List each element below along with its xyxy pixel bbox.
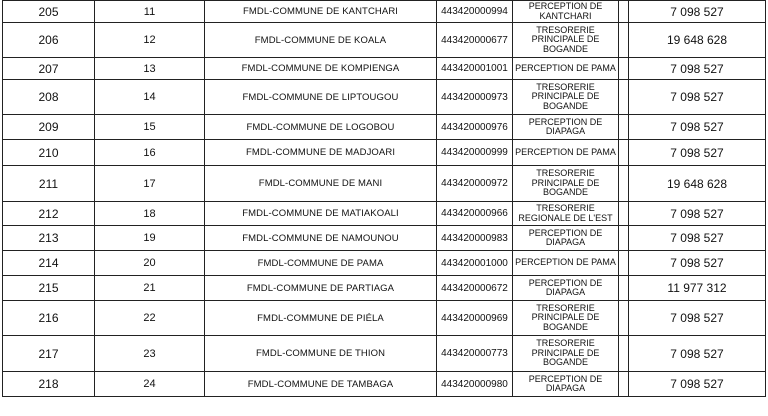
commune-name: FMDL-COMMUNE DE MATIAKOALI	[205, 202, 437, 226]
account-number: 443420000672	[437, 276, 513, 301]
allocation-table-sheet	[2, 0, 765, 397]
amount: 11 977 312	[629, 276, 766, 301]
row-number: 209	[3, 115, 95, 140]
spacer-cell	[619, 166, 629, 202]
commune-name: FMDL-COMMUNE DE PIÉLA	[205, 301, 437, 336]
amount: 7 098 527	[629, 58, 766, 80]
treasury-office: PERCEPTION DE DIAPAGA	[513, 115, 619, 140]
row-index: 21	[95, 276, 205, 301]
amount: 7 098 527	[629, 372, 766, 397]
treasury-office: PERCEPTION DE PAMA	[513, 58, 619, 80]
treasury-office: PERCEPTION DE DIAPAGA	[513, 226, 619, 251]
commune-name: FMDL-COMMUNE DE THION	[205, 336, 437, 372]
amount: 7 098 527	[629, 80, 766, 115]
row-index: 20	[95, 251, 205, 276]
treasury-office: TRESORERIE PRINCIPALE DE BOGANDE	[513, 23, 619, 58]
spacer-cell	[619, 202, 629, 226]
amount: 19 648 628	[629, 23, 766, 58]
row-number: 216	[3, 301, 95, 336]
row-number: 215	[3, 276, 95, 301]
table-row	[3, 140, 766, 166]
amount: 7 098 527	[629, 140, 766, 166]
row-index: 19	[95, 226, 205, 251]
row-index: 18	[95, 202, 205, 226]
account-number: 443420000976	[437, 115, 513, 140]
spacer-cell	[619, 372, 629, 397]
account-number: 443420000677	[437, 23, 513, 58]
spacer-cell	[619, 140, 629, 166]
commune-name: FMDL-COMMUNE DE MADJOARI	[205, 140, 437, 166]
table-row	[3, 251, 766, 276]
row-index: 24	[95, 372, 205, 397]
spacer-cell	[619, 336, 629, 372]
row-number: 210	[3, 140, 95, 166]
row-index: 23	[95, 336, 205, 372]
treasury-office: PERCEPTION DE PAMA	[513, 251, 619, 276]
treasury-office: TRESORERIE PRINCIPALE DE BOGANDE	[513, 80, 619, 115]
row-number: 207	[3, 58, 95, 80]
spacer-cell	[619, 1, 629, 23]
row-number: 217	[3, 336, 95, 372]
table-row	[3, 336, 766, 372]
table-row	[3, 166, 766, 202]
account-number: 443420000773	[437, 336, 513, 372]
row-index: 22	[95, 301, 205, 336]
table-row	[3, 115, 766, 140]
commune-name: FMDL-COMMUNE DE TAMBAGA	[205, 372, 437, 397]
row-number: 211	[3, 166, 95, 202]
table-row	[3, 202, 766, 226]
amount: 7 098 527	[629, 251, 766, 276]
row-index: 12	[95, 23, 205, 58]
amount: 7 098 527	[629, 336, 766, 372]
treasury-office: TRESORERIE REGIONALE DE L'EST	[513, 202, 619, 226]
row-index: 17	[95, 166, 205, 202]
row-number: 208	[3, 80, 95, 115]
account-number: 443420001000	[437, 251, 513, 276]
row-index: 16	[95, 140, 205, 166]
commune-name: FMDL-COMMUNE DE MANI	[205, 166, 437, 202]
commune-name: FMDL-COMMUNE DE KOALA	[205, 23, 437, 58]
table-row	[3, 276, 766, 301]
commune-name: FMDL-COMMUNE DE LOGOBOU	[205, 115, 437, 140]
account-number: 443420000999	[437, 140, 513, 166]
amount: 7 098 527	[629, 202, 766, 226]
row-number: 218	[3, 372, 95, 397]
spacer-cell	[619, 251, 629, 276]
treasury-office: PERCEPTION DE PAMA	[513, 140, 619, 166]
spacer-cell	[619, 58, 629, 80]
treasury-office: PERCEPTION DE DIAPAGA	[513, 276, 619, 301]
treasury-office: PERCEPTION DE DIAPAGA	[513, 372, 619, 397]
commune-name: FMDL-COMMUNE DE LIPTOUGOU	[205, 80, 437, 115]
account-number: 443420000966	[437, 202, 513, 226]
row-number: 213	[3, 226, 95, 251]
account-number: 443420000983	[437, 226, 513, 251]
row-index: 14	[95, 80, 205, 115]
table-row	[3, 301, 766, 336]
allocation-table	[2, 0, 766, 397]
spacer-cell	[619, 23, 629, 58]
row-number: 212	[3, 202, 95, 226]
table-row	[3, 226, 766, 251]
commune-name: FMDL-COMMUNE DE PARTIAGA	[205, 276, 437, 301]
table-row	[3, 58, 766, 80]
table-row	[3, 80, 766, 115]
treasury-office: TRESORERIE PRINCIPALE DE BOGANDE	[513, 166, 619, 202]
account-number: 443420001001	[437, 58, 513, 80]
commune-name: FMDL-COMMUNE DE KANTCHARI	[205, 1, 437, 23]
amount: 19 648 628	[629, 166, 766, 202]
amount: 7 098 527	[629, 301, 766, 336]
row-number: 206	[3, 23, 95, 58]
table-row	[3, 23, 766, 58]
row-number: 214	[3, 251, 95, 276]
amount: 7 098 527	[629, 1, 766, 23]
commune-name: FMDL-COMMUNE DE KOMPIENGA	[205, 58, 437, 80]
commune-name: FMDL-COMMUNE DE NAMOUNOU	[205, 226, 437, 251]
spacer-cell	[619, 115, 629, 140]
account-number: 443420000994	[437, 1, 513, 23]
row-number: 205	[3, 1, 95, 23]
treasury-office: PERCEPTION DE KANTCHARI	[513, 1, 619, 23]
table-row	[3, 1, 766, 23]
account-number: 443420000980	[437, 372, 513, 397]
amount: 7 098 527	[629, 115, 766, 140]
row-index: 11	[95, 1, 205, 23]
treasury-office: TRESORERIE PRINCIPALE DE BOGANDE	[513, 336, 619, 372]
row-index: 13	[95, 58, 205, 80]
account-number: 443420000972	[437, 166, 513, 202]
spacer-cell	[619, 301, 629, 336]
treasury-office: TRESORERIE PRINCIPALE DE BOGANDE	[513, 301, 619, 336]
spacer-cell	[619, 276, 629, 301]
table-row	[3, 372, 766, 397]
spacer-cell	[619, 226, 629, 251]
account-number: 443420000973	[437, 80, 513, 115]
spacer-cell	[619, 80, 629, 115]
commune-name: FMDL-COMMUNE DE PAMA	[205, 251, 437, 276]
amount: 7 098 527	[629, 226, 766, 251]
account-number: 443420000969	[437, 301, 513, 336]
row-index: 15	[95, 115, 205, 140]
